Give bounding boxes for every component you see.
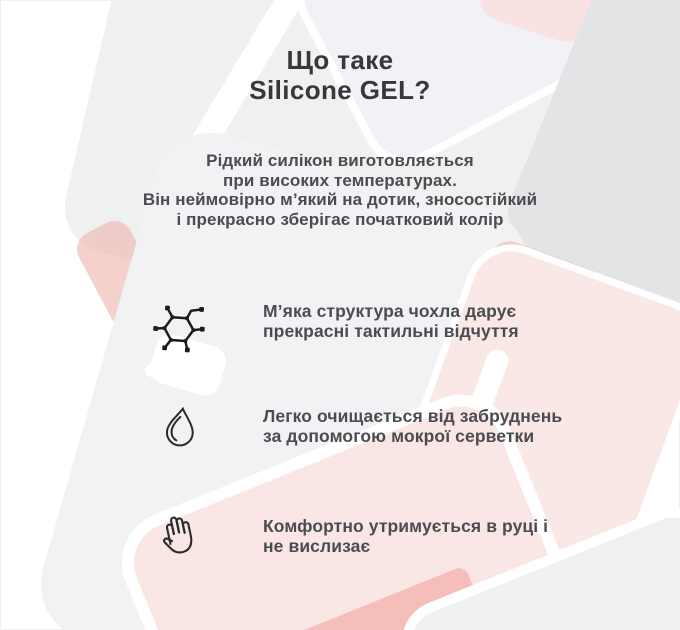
molecule-icon — [151, 296, 211, 361]
intro-paragraph — [0, 151, 680, 229]
feature-text-soft-structure — [263, 302, 593, 341]
page-title-line2: Silicone GEL? — [249, 75, 431, 105]
feature-line: за допомогою мокрої серветки — [263, 425, 535, 446]
page-title-line1: Що таке — [286, 45, 394, 75]
droplet-icon — [162, 406, 198, 455]
intro-line: Він неймовірно м’який на дотик, зносостійкий — [142, 190, 538, 209]
feature-line: не вислизає — [263, 535, 371, 556]
intro-line: Рідкий силікон виготовляється — [206, 151, 474, 170]
feature-line: прекрасні тактильні відчуття — [263, 320, 519, 341]
feature-line: Легко очищається від забруднень — [263, 406, 563, 426]
feature-line: Комфортно утримується в руці і — [263, 516, 549, 536]
feature-text-comfort-grip — [263, 517, 593, 556]
page-title — [0, 45, 680, 105]
feature-text-easy-clean — [263, 407, 593, 446]
intro-line: і прекрасно зберігає початковий колір — [176, 209, 504, 229]
hand-icon — [156, 510, 202, 565]
intro-line: при високих температурах. — [223, 170, 457, 190]
feature-line: М’яка структура чохла дарує — [263, 301, 517, 321]
